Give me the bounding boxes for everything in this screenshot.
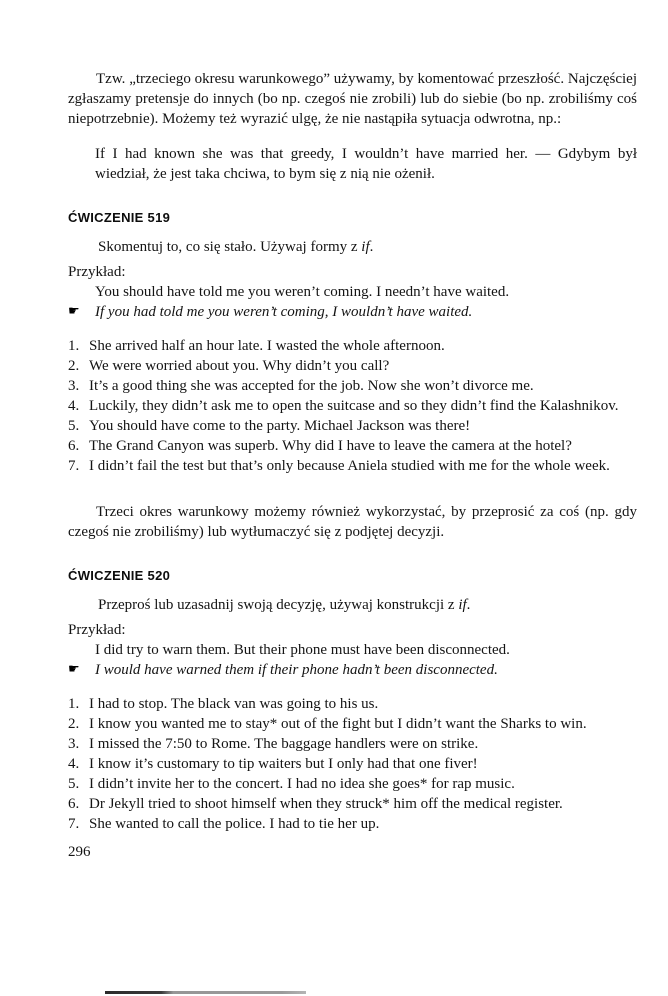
list-item-number [68,456,89,476]
list-item [68,436,637,456]
pointing-hand-icon: ☛ [68,304,80,319]
exercise-520-heading: ĆWICZENIE 520 [68,568,171,583]
bottom-rule-divider [105,991,306,994]
page-number: 296 [68,844,91,860]
instruction-text: Przeproś lub uzasadnij swoją decyzję, używaj konstrukcji z [98,597,459,613]
instruction-suffix: . [466,597,471,613]
list-item-text: I didn’t invite her to the concert. I had no idea she goes* for rap music. [89,776,515,792]
list-item-number [68,774,89,794]
intro-example: If I had known she was that greedy, I wouldn’t have married her. — Gdybym był wiedział, że jest taka chciwa, to bym się z nią nie ożenił. [95,146,637,182]
list-item-text: I missed the 7:50 to Rome. The baggage handlers were on strike. [89,736,479,752]
list-item-number [68,336,89,356]
exercise-519-instruction [98,237,637,257]
list-item-number [68,814,89,834]
list-item-number [68,356,89,376]
list-item-text: The Grand Canyon was superb. Why did I have to leave the camera at the hotel? [89,438,572,454]
instruction-suffix: . [369,239,374,255]
list-item-number [68,734,89,754]
list-item-number [68,416,89,436]
example-prompt: I did try to warn them. But their phone must have been disconnected. [95,642,510,658]
example-answer-row [68,302,637,322]
list-item [68,336,637,356]
intro-paragraph: Tzw. „trzeciego okresu warunkowego” używamy, by komentować przeszłość. Najczęściej zgłaszamy pretensje do innych (bo np. czegoś nie zrobili) lub do siebie (bo np. zrobiliśmy coś niepotrzebnie). Możemy też wyrazić ulgę, że nie nastąpiła sytuacja odwrotna, np.: [68,71,637,127]
list-item-text: It’s a good thing she was accepted for the job. Now she won’t divorce me. [89,378,534,394]
exercise-519-heading: ĆWICZENIE 519 [68,210,171,225]
instruction-keyword: if [458,597,467,613]
list-item-number [68,794,89,814]
list-item [68,356,637,376]
list-item-text: She wanted to call the police. I had to tie her up. [89,816,380,832]
list-item-number [68,714,89,734]
list-item [68,734,637,754]
list-item [68,456,637,476]
list-item [68,794,637,814]
example-answer-row [68,660,637,680]
list-item [68,754,637,774]
example-answer: I would have warned them if their phone hadn’t been disconnected. [95,662,498,678]
list-item-number [68,694,89,714]
pointing-hand-icon: ☛ [68,662,80,677]
list-item-text: I know it’s customary to tip waiters but I only had that one fiver! [89,756,478,772]
list-item [68,814,637,834]
list-item [68,694,637,714]
middle-paragraph: Trzeci okres warunkowy możemy również wykorzystać, by przeprosić za coś (np. gdy czegoś nie zrobiliśmy) lub wytłumaczyć się z podjętej decyzji. [68,504,637,540]
list-item-number [68,754,89,774]
list-item [68,714,637,734]
list-item-text: Luckily, they didn’t ask me to open the suitcase and so they didn’t find the Kalashnikov. [89,398,619,414]
exercise-519-list [68,336,637,476]
example-answer: If you had told me you weren’t coming, I wouldn’t have waited. [95,304,473,320]
list-item-number [68,376,89,396]
instruction-text: Skomentuj to, co się stało. Używaj formy z [98,239,362,255]
list-item-text: You should have come to the party. Michael Jackson was there! [89,418,471,434]
instruction-keyword: if [361,239,370,255]
list-item [68,774,637,794]
list-item [68,376,637,396]
exercise-520-instruction [98,595,637,615]
list-item-text: Dr Jekyll tried to shoot himself when they struck* him off the medical register. [89,796,563,812]
example-label: Przykład: [68,264,126,280]
example-prompt: You should have told me you weren’t coming. I needn’t have waited. [95,284,510,300]
exercise-520-list [68,694,637,834]
list-item-number [68,396,89,416]
list-item-text: She arrived half an hour late. I wasted the whole afternoon. [89,338,445,354]
example-label: Przykład: [68,622,126,638]
list-item-text: I know you wanted me to stay* out of the fight but I didn’t want the Sharks to win. [89,716,587,732]
list-item-text: I didn’t fail the test but that’s only because Aniela studied with me for the whole week. [89,458,610,474]
list-item [68,416,637,436]
list-item [68,396,637,416]
list-item-text: I had to stop. The black van was going to his us. [89,696,379,712]
list-item-text: We were worried about you. Why didn’t you call? [89,358,390,374]
list-item-number [68,436,89,456]
